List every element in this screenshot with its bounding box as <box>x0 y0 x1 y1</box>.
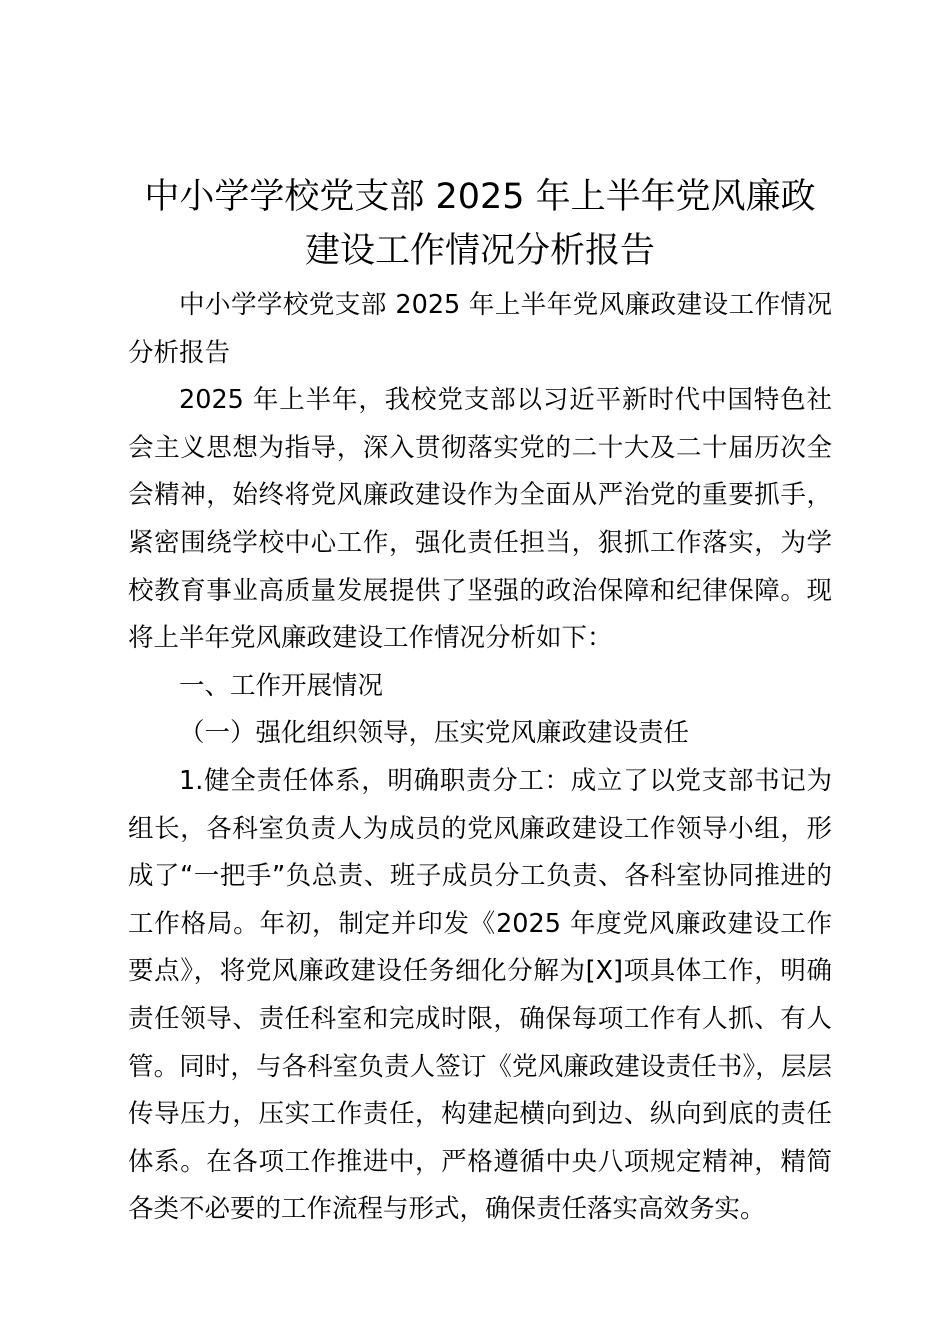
intro-paragraph: 2025 年上半年，我校党支部以习近平新时代中国特色社会主义思想为指导，深入贯彻落实党的二十大及二十届历次全会精神，始终将党风廉政建设作为全面从严治党的重要抓手，紧密围绕学校中心工作，强化责任担当，狠抓工作落实，为学校教育事业高质量发展提供了坚强的政治保障和纪律保障。现将上半年党风廉政建设工作情况分析如下： <box>128 385 832 654</box>
title-line-1: 中小学学校党支部 2025 年上半年党风廉政 <box>144 177 816 217</box>
title-line-2: 建设工作情况分析报告 <box>304 231 655 271</box>
document-page <box>128 170 832 1234</box>
subsection-heading: （一）强化组织领导，压实党风廉政建设责任 <box>179 718 690 749</box>
body-paragraph: 1.健全责任体系，明确职责分工：成立了以党支部书记为组长，各科室负责人为成员的党风廉政建设工作领导小组，形成了“一把手”负总责、班子成员分工负责、各科室协同推进的工作格局。年初，制定并印发《2025 年度党风廉政建设工作要点》，将党风廉政建设任务细化分解为[X]项具体工作，明确责任领导、责任科室和完成时限，确保每项工作有人抓、有人管。同时，与各科室负责人签订《党风廉政建设责任书》，层层传导压力，压实工作责任，构建起横向到边、纵向到底的责任体系。在各项工作推进中，严格遵循中央八项规定精神，精简各类不必要的工作流程与形式，确保责任落实高效务实。 <box>128 765 832 1225</box>
subtitle-paragraph: 中小学学校党支部 2025 年上半年党风廉政建设工作情况分析报告 <box>128 290 832 368</box>
section-heading: 一、工作开展情况 <box>179 670 384 701</box>
document-title <box>118 170 842 278</box>
